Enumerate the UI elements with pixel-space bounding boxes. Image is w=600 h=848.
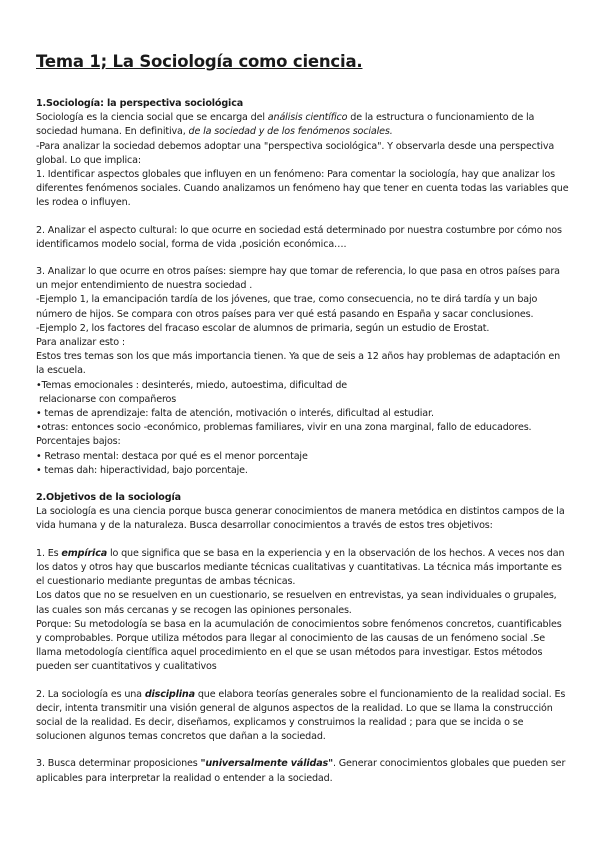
bullet-temas-emocionales: •Temas emocionales : desinterés, miedo, autoestima, dificultad de — [36, 379, 348, 391]
objective-1-datos: Los datos que no se resuelven en un cuestionario, se resuelven en entrevistas, ya sean individuales o grupales, las cuales son más cercanas y se recogen las opiniones personales. — [36, 590, 557, 616]
paragraph-point-1: 1. Identificar aspectos globales que influyen en un fenómeno: Para comentar la sociología, hay que analizar los diferentes fenómenos sociales. Cuando analizamos un fenómeno hay que tener en cuenta todas las variables que les rodea o influyen. — [36, 169, 569, 209]
paragraph-point-3: 3. Analizar lo que ocurre en otros países: siempre hay que tomar de referencia, lo que pasa en otros países para un mejor entendimiento de nuestra sociedad . — [36, 266, 560, 292]
emphasis-analisis: análisis científico — [267, 112, 348, 124]
text-run: Sociología es la ciencia social que se encarga del — [36, 112, 268, 124]
bullet-otras: •otras: entonces socio -económico, problemas familiares, vivir en una zona marginal, fallo de educadores. — [36, 422, 532, 434]
text-run: que elabora teorías generales sobre el funcionamiento de la realidad social. Es decir, intenta transmitir una visión general de algunos aspectos de la realidad. Lo que se llama la construcción social de la realidad. Es decir, diseñamos, explicamos y construimos la realidad ; para que se incida o se solucionen algunos temas concretos que dañan a la sociedad. — [36, 688, 566, 743]
bullet-temas-aprendizaje: • temas de aprendizaje: falta de atención, motivación o interés, dificultad al estudiar. — [36, 408, 434, 420]
objective-1-porque: Porque: Su metodología se basa en la acumulación de conocimientos sobre fenómenos concretos, cuantificables y comprobables. Porque utiliza métodos para llegar al conocimiento de las causas de un fenómeno social .Se llama metodología científica aquel procedimiento en el que se usan métodos para investigar. Estos métodos pueden ser cuantitativos y cualitativos — [36, 618, 562, 673]
text-run: . Generar conocimientos globales que pueden ser aplicables para interpretar la realidad o entender a la sociedad. — [36, 758, 566, 784]
objective-2 — [36, 688, 570, 745]
section1-definition — [36, 111, 570, 139]
paragraph-ejemplo-2: -Ejemplo 2, los factores del fracaso escolar de alumnos de primaria, según un estudio de Erostat. — [36, 322, 490, 334]
emphasis-empirica: empírica — [61, 547, 108, 559]
objective-1 — [36, 547, 570, 590]
paragraph-point-2: 2. Analizar el aspecto cultural: lo que ocurre en sociedad está determinado por nuestra costumbre por cómo nos identificamos modelo social, forma de vida ,posición económica…. — [36, 224, 562, 250]
text-run: de la estructura o funcionamiento de la sociedad humana. En definitiva, — [36, 112, 535, 138]
section2-heading: 2.Objetivos de la sociología — [36, 492, 181, 504]
text-run: 2. La sociología es una — [36, 688, 145, 700]
objective-3 — [36, 757, 570, 785]
paragraph-porcentajes-bajos: Porcentajes bajos: — [36, 436, 121, 448]
emphasis-sociedad: de la sociedad y de los fenómenos sociales. — [188, 126, 393, 138]
bullet-temas-emocionales-cont: relacionarse con compañeros — [39, 393, 177, 405]
section1-heading: 1.Sociología: la perspectiva sociológica — [36, 98, 244, 109]
paragraph-ejemplo-1: -Ejemplo 1, la emancipación tardía de los jóvenes, que trae, como consecuencia, no te dirá tardía y un bajo número de hijos. Se compara con otros países para ver qué está pasando en España y sacar conclusiones. — [36, 294, 538, 320]
bullet-temas-dah: • temas dah: hiperactividad, bajo porcentaje. — [36, 464, 248, 476]
section2-intro: La sociología es una ciencia porque busca generar conocimientos de manera metódica en distintos campos de la vida humana y de la naturaleza. Busca desarrollar conocimientos a través de estos tres objetivos: — [36, 506, 565, 532]
paragraph-tres-temas: Estos tres temas son los que más importancia tienen. Ya que de seis a 12 años hay problemas de adaptación en la escuela. — [36, 351, 561, 377]
bullet-retraso-mental: • Retraso mental: destaca por qué es el menor porcentaje — [36, 450, 308, 462]
text-run: 1. Es — [36, 547, 62, 559]
document-page — [36, 52, 570, 786]
page-title: Tema 1; La Sociología como ciencia. — [36, 52, 363, 71]
paragraph-perspectiva: -Para analizar la sociedad debemos adoptar una "perspectiva sociológica". Y observarla desde una perspectiva global. Lo que implica: — [36, 140, 555, 166]
emphasis-disciplina: disciplina — [144, 688, 195, 700]
emphasis-universalmente-validas: "universalmente válidas" — [200, 758, 333, 770]
text-run: lo que significa que se basa en la experiencia y en la observación de los hechos. A veces nos dan los datos y otros hay que buscarlos mediante técnicas cualitativas y cuantitativas. La técnica más importante es el cuestionario mediante preguntas de ambas técnicas. — [36, 547, 565, 588]
text-run: 3. Busca determinar proposiciones — [36, 758, 201, 770]
paragraph-para-analizar: Para analizar esto : — [36, 337, 125, 349]
